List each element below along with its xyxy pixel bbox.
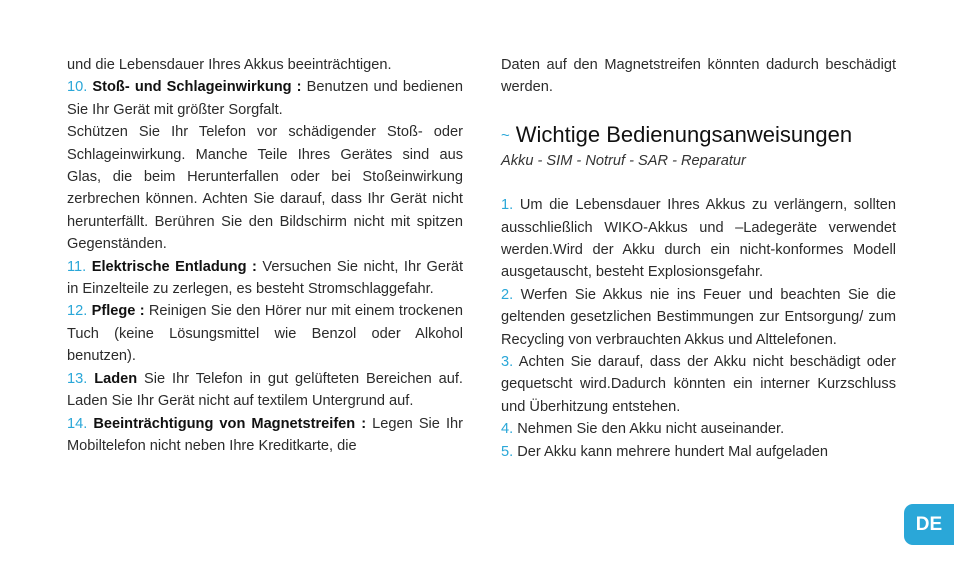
item-text: Benutzen und bedienen Sie Ihr Gerät mit größter Sorgfalt. [67,79,463,118]
list-item-3 [501,351,896,418]
item-number: 2. [501,286,514,303]
item-text: Versuchen Sie nicht, Ihr Gerät in Einzelteile zu zerlegen, es besteht Stromschlaggefahr. [67,258,463,298]
list-item-10 [67,76,463,121]
paragraph: Schützen Sie Ihr Telefon vor schädigender Stoß- oder Schlageinwirkung. Manche Teile Ihres Gerätes sind aus Glas, die beim Herunterfallen oder bei Stoßeinwirkung zerbrechen können. Achten Sie darauf, dass Ihr Gerät nicht herunterfällt. Berühren Sie den Bildschirm nicht mit spitzen Gegenständen. [67,124,463,253]
item-keyword: Beeinträchtigung von Magnetstreifen : [93,415,367,432]
list-item-11 [67,256,463,301]
paragraph: Daten auf den Magnetstreifen könnten dadurch beschädigt werden. [501,57,896,96]
item-number: 3. [501,354,514,371]
item-text: Sie Ihr Telefon in gut gelüfteten Bereichen auf. Laden Sie Ihr Gerät nicht auf textilem Untergrund auf. [67,370,463,410]
list-item-4 [501,418,896,440]
item-keyword: Pflege : [91,303,145,320]
right-column [501,54,896,463]
section-subtitle: Akku - SIM - Notruf - SAR - Reparatur [501,152,746,169]
item-number: 10. [67,79,88,96]
left-column [67,54,463,457]
item-text: Reinigen Sie den Hörer nur mit einem trockenen Tuch (keine Lösungsmittel wie Benzol oder Alkohol benutzen). [67,303,463,365]
list-item-12 [67,300,463,367]
list-item-5 [501,441,896,463]
list-item-1 [501,194,896,284]
item-number: 11. [67,258,87,275]
item-number: 12. [67,303,88,320]
list-item-2 [501,284,896,351]
item-number: 1. [501,197,514,214]
item-keyword: Stoß- und Schlageinwirkung : [92,79,302,96]
item-number: 13. [67,370,88,387]
item-number: 5. [501,443,514,460]
list-item-14 [67,413,463,458]
paragraph: und die Lebensdauer Ihres Akkus beeinträchtigen. [67,57,392,73]
language-badge: DE [904,504,954,545]
item-text: Nehmen Sie den Akku nicht auseinander. [513,421,785,438]
item-text: Um die Lebensdauer Ihres Akkus zu verlängern, sollten ausschließlich WIKO-Akkus und –Ladegeräte verwendet werden.Wird der Akku durch ein nicht-konformes Modell ausgetauscht, besteht Explosionsgefahr. [501,197,896,281]
item-number: 4. [501,421,514,438]
item-text: Legen Sie Ihr Mobiltelefon nicht neben Ihre Kreditkarte, die [67,415,463,454]
item-text: Achten Sie darauf, dass der Akku nicht beschädigt oder gequetscht wird.Dadurch könnten ein interner Kurzschluss und Überhitzung entstehen. [501,354,896,415]
item-text: Der Akku kann mehrere hundert Mal aufgeladen [513,443,828,460]
section-heading [501,121,896,150]
item-number: 14. [67,415,88,432]
item-keyword: Elektrische Entladung : [91,258,257,275]
section-heading-text: Wichtige Bedienungsanweisungen [515,121,853,147]
item-keyword: Laden [94,370,138,387]
list-item-13 [67,368,463,413]
tilde-icon: ~ [501,126,510,144]
spacer [501,99,896,121]
item-text: Werfen Sie Akkus nie ins Feuer und beachten Sie die geltenden gesetzlichen Bestimmungen zur Entsorgung/ zum Recycling von verbrauchten Akkus und Alttelefonen. [501,286,896,348]
